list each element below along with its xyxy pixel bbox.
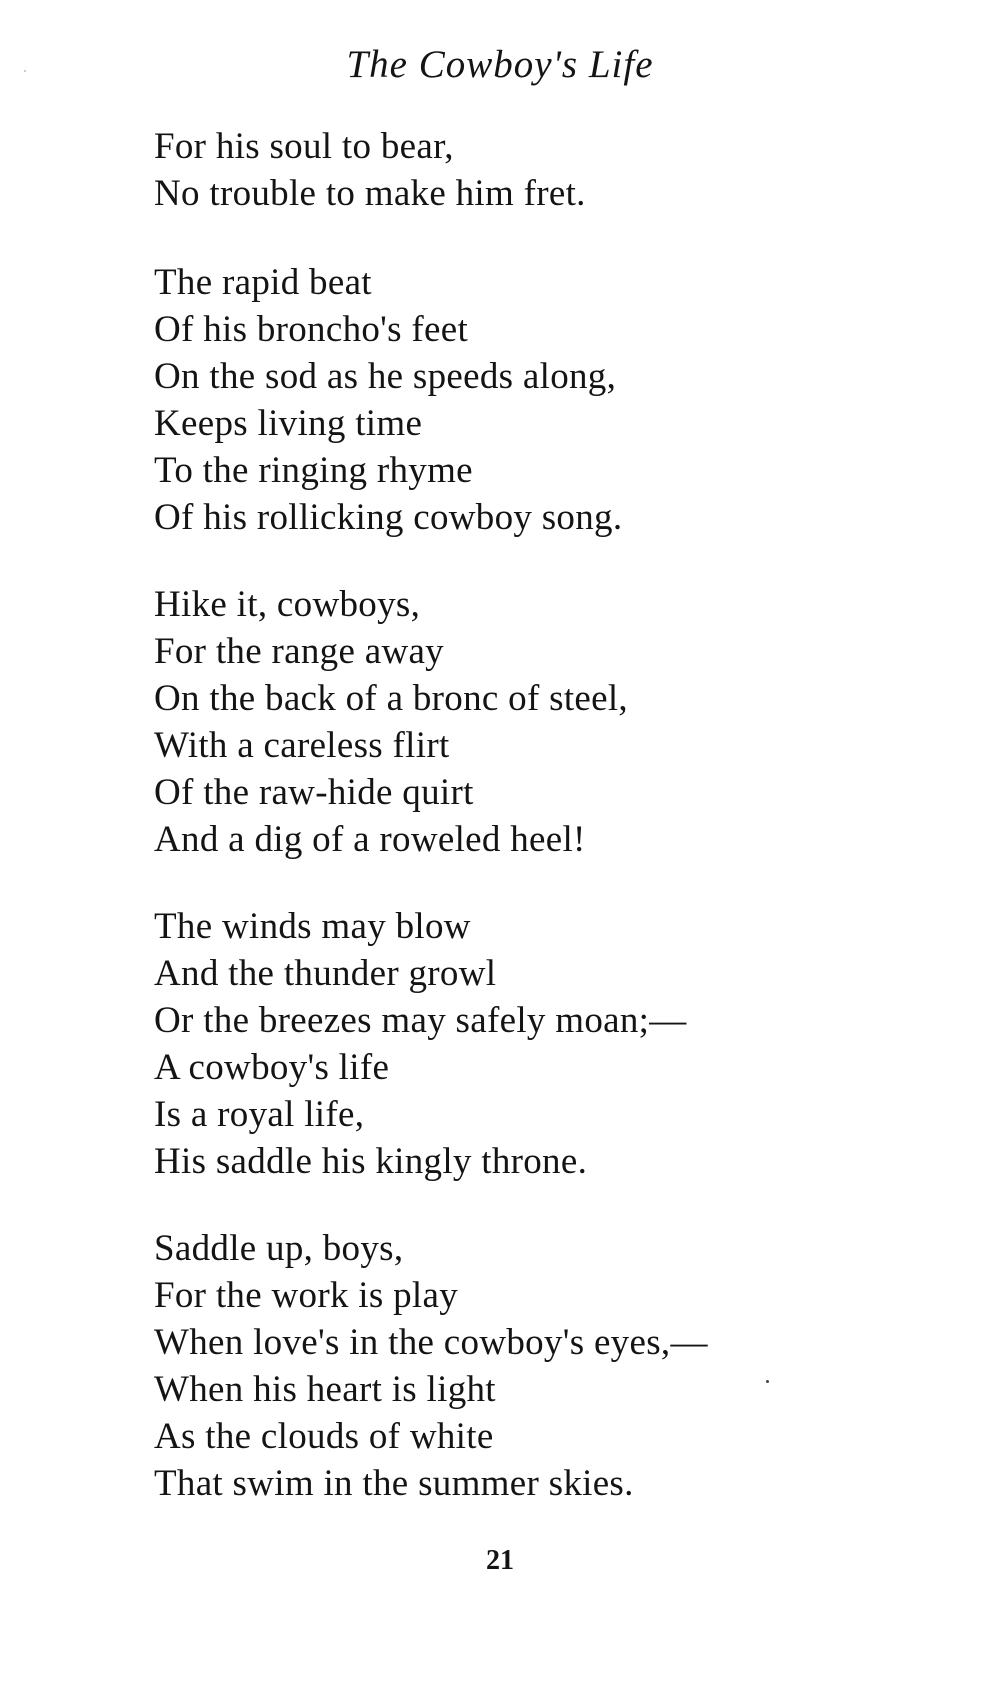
poem-line: Or the breezes may safely moan;— xyxy=(154,1000,687,1041)
poem-line: The rapid beat xyxy=(154,262,372,303)
poem-line: A cowboy's life xyxy=(154,1047,390,1088)
poem-line: For the range away xyxy=(154,631,444,672)
poem-body xyxy=(154,123,934,1547)
stanza-2 xyxy=(154,259,934,541)
page-number: 21 xyxy=(486,1545,514,1576)
poem-line: And the thunder growl xyxy=(154,953,497,994)
poem-line: Hike it, cowboys, xyxy=(154,584,421,625)
stanza-5 xyxy=(154,1225,934,1507)
poem-line: And a dig of a roweled heel! xyxy=(154,819,586,860)
poem-line: When love's in the cowboy's eyes,— xyxy=(154,1322,708,1363)
poem-line: Of his broncho's feet xyxy=(154,309,469,350)
print-speck xyxy=(766,1380,769,1383)
poem-line: Saddle up, boys, xyxy=(154,1228,404,1269)
stanza-3 xyxy=(154,581,934,863)
poem-line: For his soul to bear, xyxy=(154,126,454,167)
poem-line: Of the raw-hide quirt xyxy=(154,772,474,813)
poem-line: As the clouds of white xyxy=(154,1416,494,1457)
poem-line: That swim in the summer skies. xyxy=(154,1463,634,1504)
poem-line: Keeps living time xyxy=(154,403,423,444)
poem-line: On the sod as he speeds along, xyxy=(154,356,617,397)
poem-line: No trouble to make him fret. xyxy=(154,173,586,214)
stanza-4 xyxy=(154,903,934,1185)
poem-line: Of his rollicking cowboy song. xyxy=(154,497,623,538)
poem-line: His saddle his kingly throne. xyxy=(154,1141,588,1182)
poem-line: The winds may blow xyxy=(154,906,471,947)
poem-line: To the ringing rhyme xyxy=(154,450,473,491)
poem-line: For the work is play xyxy=(154,1275,459,1316)
poem-line: On the back of a bronc of steel, xyxy=(154,678,628,719)
running-head: The Cowboy's Life xyxy=(346,43,654,86)
poem-line: Is a royal life, xyxy=(154,1094,365,1135)
print-speck xyxy=(24,70,26,72)
stanza-1 xyxy=(154,123,934,217)
poem-line: When his heart is light xyxy=(154,1369,496,1410)
poem-line: With a careless flirt xyxy=(154,725,450,766)
